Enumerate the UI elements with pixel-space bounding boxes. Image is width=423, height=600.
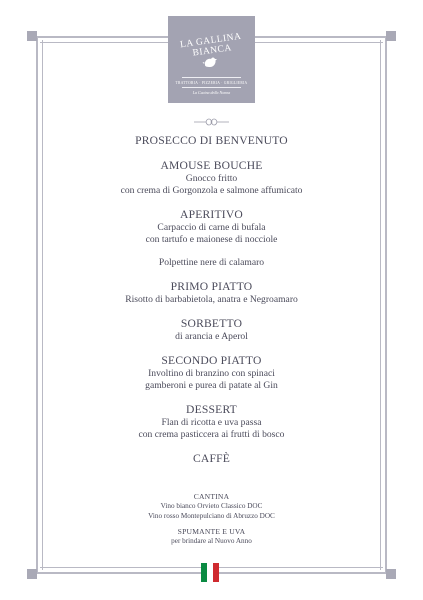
wine-line: Vino bianco Orvieto Classico DOC [160, 502, 263, 510]
frame-corner-tl [27, 31, 37, 41]
course-line: di arancia e Aperol [175, 331, 248, 342]
course-line: Flan di ricotta e uva passa [161, 417, 262, 428]
course-title: SECONDO PIATTO [161, 354, 262, 367]
course-title: DESSERT [186, 403, 237, 416]
course-primo-piatto [40, 280, 383, 306]
course-title: PRIMO PIATTO [170, 280, 253, 293]
course-title: APERITIVO [180, 208, 243, 221]
restaurant-logo [168, 16, 255, 103]
logo-subtitle: TRATTORIA · PIZZERIA · GRIGLIERIA [175, 81, 248, 85]
logo-rule-top [182, 77, 241, 78]
course-line: Polpettine nere di calamaro [158, 257, 265, 268]
course-secondo-piatto [40, 354, 383, 392]
course-line: Risotto di barbabietola, anatra e Negroamaro [125, 294, 298, 305]
course-sorbetto [40, 317, 383, 343]
course-line: gamberoni e purea di patate al Gin [145, 380, 278, 391]
course-polpettine [40, 257, 383, 269]
course-title: AMOUSE BOUCHE [160, 159, 263, 172]
frame-corner-tr [386, 31, 396, 41]
logo-tagline: La Cucina della Nonna [192, 90, 231, 95]
frame-left-outer [36, 36, 38, 574]
course-amouse-bouche [40, 159, 383, 197]
wine-title: SPUMANTE E UVA [177, 527, 246, 536]
flourish-divider-icon [193, 117, 230, 127]
flag-red-stripe [213, 563, 219, 582]
course-line: con tartufo e maionese di nocciole [145, 234, 278, 245]
wine-line: Vino rosso Montepulciano di Abruzzo DOC [148, 511, 275, 520]
frame-corner-bl [27, 569, 37, 579]
wine-line: per brindare al Nuovo Anno [171, 537, 252, 545]
logo-name: LA GALLINA BIANCA [179, 31, 243, 59]
course-title: SORBETTO [180, 317, 243, 330]
course-line: con crema pasticcera ai frutti di bosco [138, 429, 285, 440]
frame-right-outer [385, 36, 387, 574]
course-line: Carpaccio di carne di bufala [157, 222, 266, 233]
course-line: Involtino di branzino con spinaci [148, 368, 275, 379]
course-caffe [40, 452, 383, 466]
hen-icon [202, 56, 220, 70]
logo-rule-bottom [182, 87, 241, 88]
course-line: con crema di Gorgonzola e salmone affumicato [120, 185, 303, 196]
wine-title: CANTINA [193, 492, 230, 501]
italian-flag-icon [201, 563, 219, 582]
course-dessert [40, 403, 383, 441]
frame-corner-br [386, 569, 396, 579]
course-title: CAFFÈ [192, 452, 231, 465]
course-aperitivo [40, 208, 383, 246]
course-title: PROSECCO DI BENVENUTO [135, 134, 288, 147]
course-prosecco [40, 134, 383, 148]
menu-list [40, 134, 383, 477]
course-line: Gnocco fritto [185, 173, 238, 184]
wine-section [40, 492, 383, 547]
